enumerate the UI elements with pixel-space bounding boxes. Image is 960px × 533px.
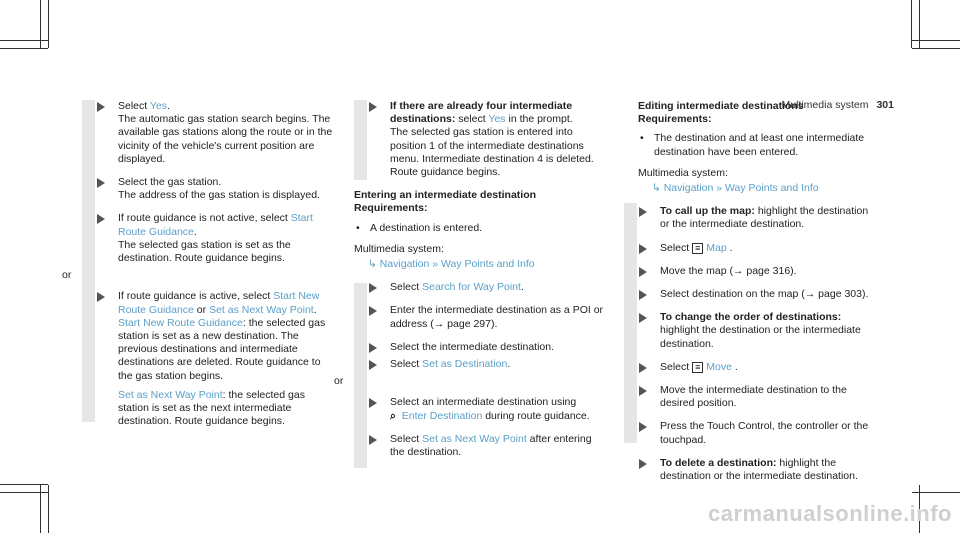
step-text: Select the intermediate destination. [390, 340, 555, 353]
bold-text: To change the order of destinations: [660, 311, 842, 324]
section-heading: Entering an intermediate destination [354, 189, 537, 202]
link-yes[interactable]: Yes [149, 100, 168, 112]
link-map[interactable]: Map [706, 241, 727, 254]
step-arrow-icon [639, 363, 647, 373]
page-number: 301 [876, 99, 894, 111]
text: Select [118, 100, 150, 112]
step-result: The address of the gas station is displayed. [118, 189, 320, 202]
text: Select [660, 360, 693, 373]
text: highlight the destination or the intermediate destination. [660, 205, 869, 231]
crop-mark [912, 40, 960, 41]
step-arrow-icon [97, 292, 105, 302]
column-2 [334, 100, 609, 469]
bold-text: If there are already four intermediate destinations: [390, 100, 573, 126]
text: . [507, 358, 511, 371]
link-move[interactable]: Move [706, 360, 732, 373]
step [82, 100, 337, 166]
step [354, 358, 609, 371]
text: Select [390, 358, 423, 371]
step-result: The selected gas station is set as the destination. Route guidance begins. [118, 238, 291, 265]
bold-text: To delete a destination: [660, 456, 777, 469]
crop-mark [912, 492, 960, 493]
text: Select [660, 241, 693, 254]
step-arrow-icon [639, 422, 647, 432]
step-result: The automatic gas station search begins. The available gas stations along the route or in the vicinity of the vehicle's current position are displayed. [118, 113, 333, 165]
text: Select [390, 432, 423, 445]
section-heading: Editing intermediate destinations [638, 100, 804, 112]
step-arrow-icon [369, 283, 377, 293]
step [82, 290, 337, 428]
step [624, 311, 879, 351]
link-set-as-next-way-point[interactable]: Set as Next Way Point [209, 303, 314, 316]
step [624, 420, 879, 446]
crop-mark [911, 0, 912, 48]
double-chevron-icon: » [713, 182, 726, 195]
step [624, 457, 879, 483]
link-set-as-destination[interactable]: Set as Destination [422, 358, 508, 371]
step-text: Press the Touch Control, the controller or the touchpad. [660, 420, 869, 446]
return-arrow-icon: ↳ [652, 182, 664, 195]
text: . [193, 225, 197, 238]
menu-list-icon: ≡ [692, 362, 703, 373]
link-search-for-way-point[interactable]: Search for Way Point [422, 281, 521, 294]
step-text: Move the intermediate destination to the desired position. [660, 384, 847, 410]
step [354, 433, 609, 459]
step-arrow-icon [369, 102, 377, 112]
double-chevron-icon: » [429, 258, 442, 271]
watermark: carmanualsonline.info [708, 501, 952, 526]
requirement-item: • A destination is entered. [354, 222, 609, 235]
text: If route guidance is not active, select [118, 212, 291, 225]
or-label: or [62, 269, 72, 282]
menu-list-icon: ≡ [692, 243, 703, 254]
text: highlight the destination or the intermediate destination. [660, 324, 861, 350]
column-3 [624, 100, 879, 493]
section-title: Multimedia system [781, 99, 869, 111]
bold-text: To call up the map: [660, 205, 755, 218]
or-label: or [334, 375, 344, 388]
step-arrow-icon [639, 244, 647, 254]
requirements-label: Requirements: [638, 113, 712, 126]
requirement-item: • The destination and at least one intermediate destination have been entered. [638, 132, 879, 158]
step-arrow-icon [369, 435, 377, 445]
step [82, 212, 337, 265]
step-arrow-icon [97, 178, 105, 188]
link-start-new-route-guidance[interactable]: Start New Route Guidance [118, 290, 320, 316]
menu-path-label: Multimedia system: [638, 166, 728, 179]
step [354, 341, 609, 354]
step-text: Move the map (→ page 316). [660, 264, 797, 277]
text: . [167, 100, 170, 112]
step-arrow-icon [639, 459, 647, 469]
menu-path [624, 182, 879, 195]
step-arrow-icon [639, 313, 647, 323]
step-arrow-icon [639, 386, 647, 396]
return-arrow-icon: ↳ [368, 258, 380, 271]
text: highlight the destination or the intermediate destination. [660, 456, 858, 483]
column-1 [62, 100, 337, 438]
step [354, 281, 609, 294]
link-enter-destination[interactable]: Enter Destination [401, 409, 483, 422]
text: during route guidance. [482, 409, 590, 422]
link-navigation[interactable]: Navigation [663, 182, 714, 195]
step-text: Select destination on the map (→ page 303). [660, 288, 869, 301]
step-arrow-icon [97, 214, 105, 224]
step-result: The selected gas station is entered into position 1 of the intermediate destinations menu. Intermediate destination 4 is deleted. Route guidance begins. [390, 126, 594, 179]
crop-mark [0, 492, 48, 493]
menu-path [354, 258, 609, 271]
link-start-route-guidance[interactable]: Start Route Guidance [118, 212, 313, 238]
text: in the prompt. [505, 113, 573, 126]
crop-mark [48, 0, 49, 48]
step [82, 176, 337, 202]
link-set-as-next-way-point[interactable]: Set as Next Way Point [118, 388, 223, 401]
step-arrow-icon [369, 306, 377, 316]
crop-mark [0, 484, 48, 485]
step [624, 361, 879, 374]
text: Select [390, 281, 423, 294]
text: . [726, 241, 733, 254]
step [624, 265, 879, 278]
step [624, 205, 879, 231]
crop-mark [0, 48, 48, 49]
text: after entering the destination. [390, 432, 592, 459]
step [354, 396, 609, 422]
menu-path-label: Multimedia system: [354, 242, 444, 255]
step-text: Enter the intermediate destination as a POI or address (→ page 297). [390, 304, 604, 330]
text: select [455, 113, 489, 126]
step [624, 384, 879, 410]
text: : the selected gas station is set as a new destination. The previous destinations and intermediate destinations are deleted. Route guidance to the gas station begins. [118, 316, 326, 382]
crop-mark [0, 40, 48, 41]
text: . [731, 360, 738, 373]
step-arrow-icon [369, 398, 377, 408]
step-text: Select an intermediate destination using [390, 396, 577, 409]
step-arrow-icon [639, 290, 647, 300]
search-icon: ⌕ [390, 409, 396, 422]
step [624, 288, 879, 301]
link-way-points-and-info[interactable]: Way Points and Info [725, 182, 819, 195]
step-arrow-icon [97, 102, 105, 112]
step [354, 100, 609, 179]
link-set-as-next-way-point[interactable]: Set as Next Way Point [422, 432, 527, 445]
text: . [520, 281, 524, 294]
step-arrow-icon [639, 267, 647, 277]
link-yes[interactable]: Yes [488, 113, 506, 126]
step [354, 304, 609, 330]
link-start-new-route-guidance[interactable]: Start New Route Guidance [118, 316, 243, 329]
link-navigation[interactable]: Navigation [379, 258, 430, 271]
link-way-points-and-info[interactable]: Way Points and Info [441, 258, 535, 271]
step-arrow-icon [369, 343, 377, 353]
text: or [193, 303, 210, 316]
step-arrow-icon [639, 207, 647, 217]
text: : the selected gas station is set as the next intermediate destination. Route guidance begins. [118, 388, 305, 428]
step-text: Select the gas station. [118, 176, 222, 189]
text: If route guidance is active, select [118, 290, 274, 303]
crop-mark [48, 485, 49, 533]
text: . [313, 303, 317, 316]
crop-mark [912, 48, 960, 49]
requirements-label: Requirements: [354, 202, 428, 215]
step [624, 242, 879, 255]
step-arrow-icon [369, 360, 377, 370]
